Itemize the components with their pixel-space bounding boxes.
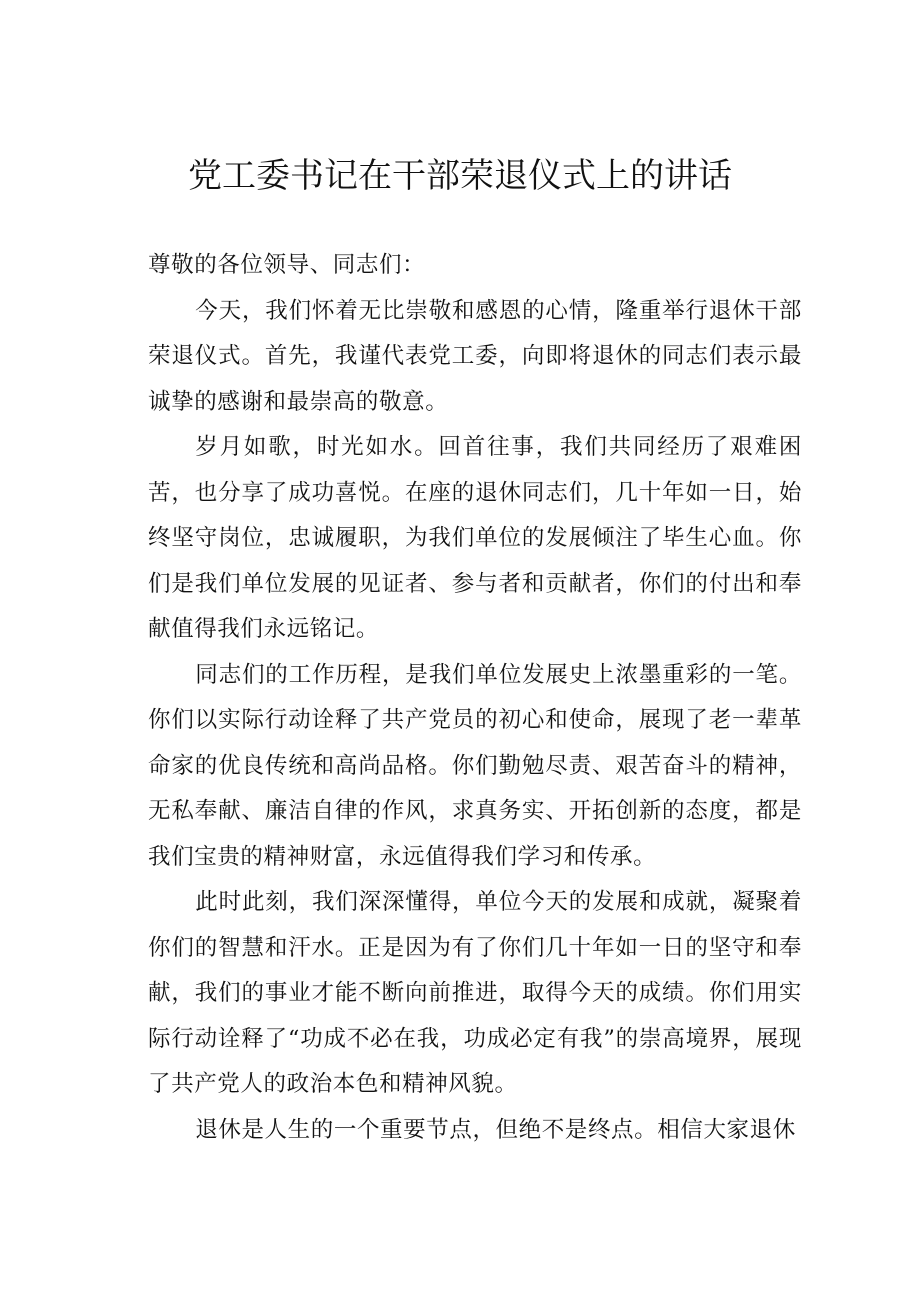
paragraph-3: 同志们的工作历程，是我们单位发展史上浓墨重彩的一笔。你们以实际行动诠释了共产党员的初心和使命，展现了老一辈革命家的优良传统和高尚品格。你们勤勉尽责、艰苦奋斗的精神，无私奉献、廉洁自律的作风，求真务实、开拓创新的态度，都是我们宝贵的精神财富，永远值得我们学习和传承。 [148, 661, 802, 870]
document-body [148, 243, 802, 1153]
salutation: 尊敬的各位领导、同志们： [148, 252, 426, 278]
document-title: 党工委书记在干部荣退仪式上的讲话 [188, 156, 732, 196]
paragraph-5: 退休是人生的一个重要节点，但绝不是终点。相信大家退休 [195, 1116, 796, 1143]
paragraph-1: 今天，我们怀着无比崇敬和感恩的心情，隆重举行退休干部荣退仪式。首先，我谨代表党工委，向即将退休的同志们表示最诚挚的感谢和最崇高的敬意。 [148, 297, 802, 415]
paragraph-2: 岁月如歌，时光如水。回首往事，我们共同经历了艰难困苦，也分享了成功喜悦。在座的退休同志们，几十年如一日，始终坚守岗位，忠诚履职，为我们单位的发展倾注了毕生心血。你们是我们单位发展的见证者、参与者和贡献者，你们的付出和奉献值得我们永远铭记。 [148, 434, 802, 642]
paragraph-4: 此时此刻，我们深深懂得，单位今天的发展和成就，凝聚着你们的智慧和汗水。正是因为有了你们几十年如一日的坚守和奉献，我们的事业才能不断向前推进，取得今天的成绩。你们用实际行动诠释了“功成不必在我，功成必定有我”的崇高境界，展现了共产党人的政治本色和精神风貌。 [148, 889, 802, 1097]
